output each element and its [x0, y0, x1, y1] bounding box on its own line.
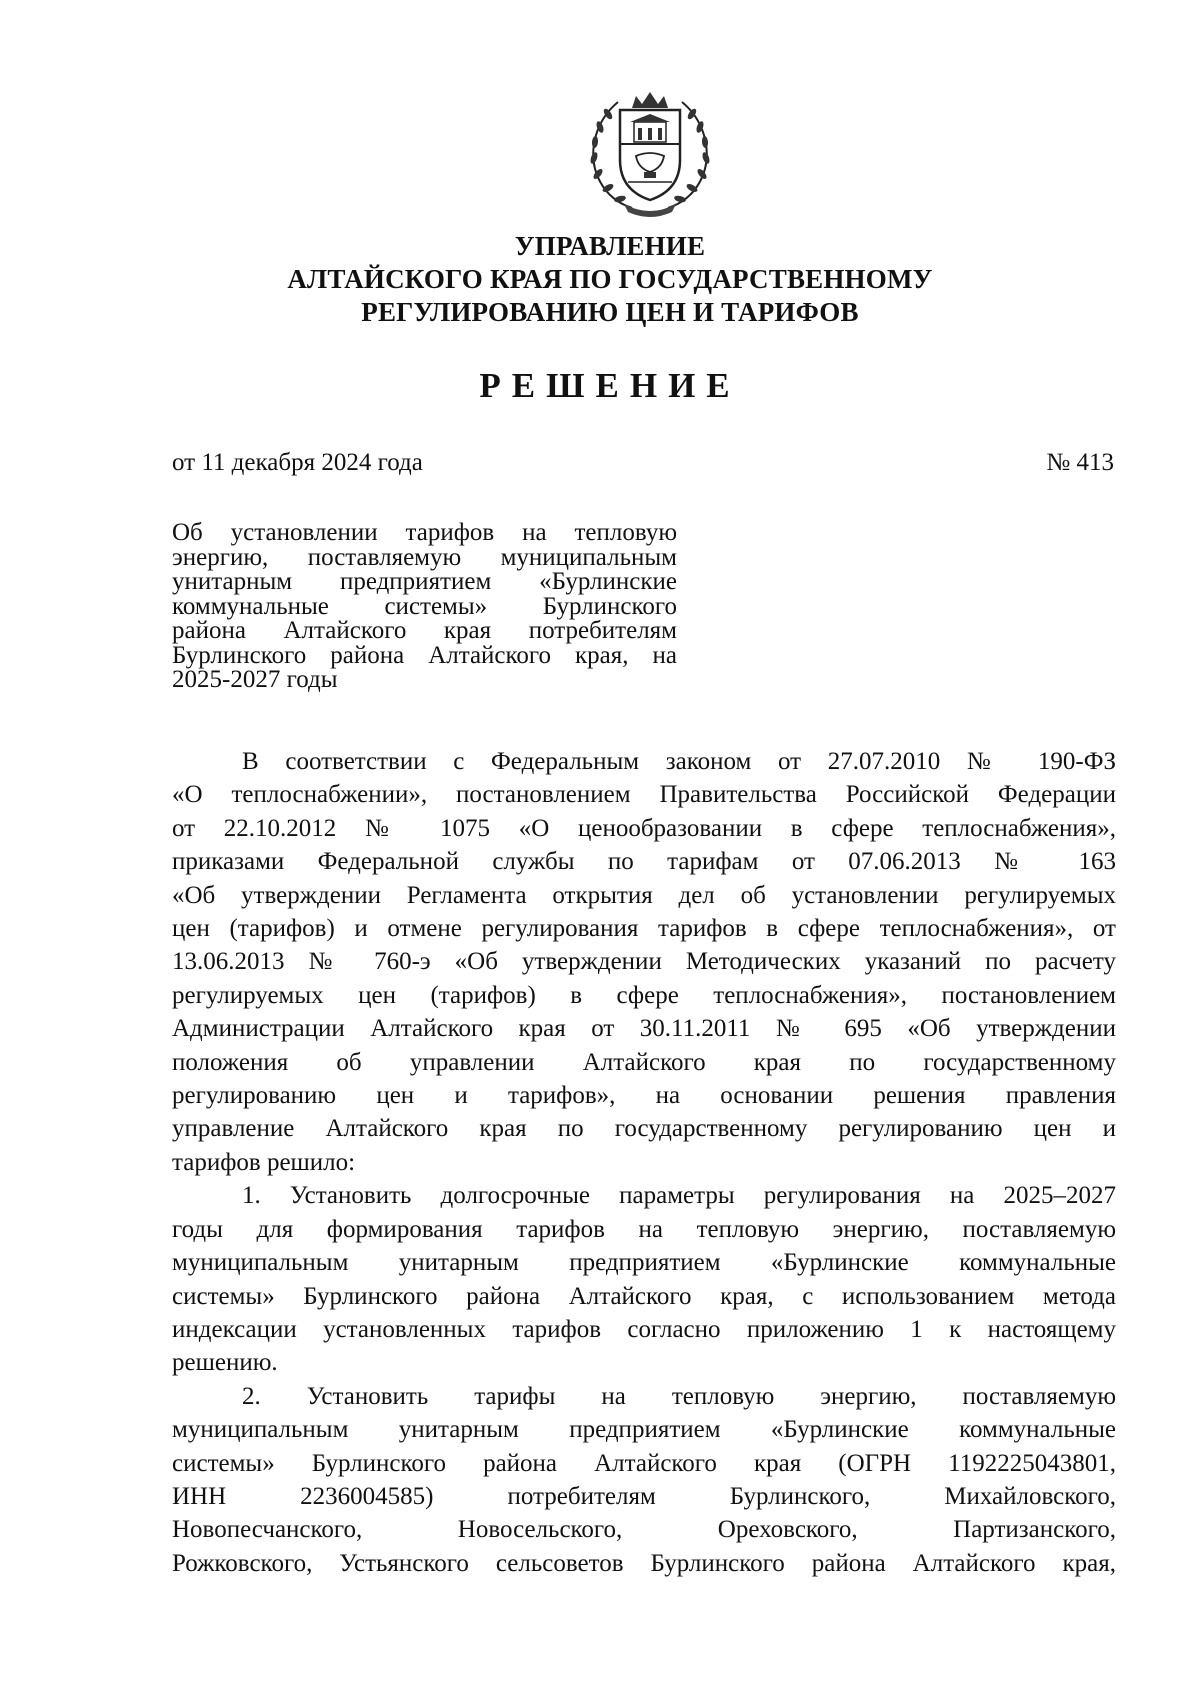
body-line: годы для формирования тарифов на тепловую энергию, поставляемую [172, 1215, 1116, 1243]
body-line: положения об управлении Алтайского края по государственному [172, 1048, 1116, 1076]
body-line: 13.06.2013 № 760-э «Об утверждении Методических указаний по расчету [172, 948, 1116, 976]
body-line: управление Алтайского края по государственному регулированию цен и [172, 1115, 1116, 1143]
header-line: РЕГУЛИРОВАНИЮ ЦЕН И ТАРИФОВ [361, 297, 859, 327]
body-line: муниципальным унитарным предприятием «Бурлинские коммунальные [172, 1249, 1116, 1277]
body-line: решению. [172, 1349, 278, 1377]
subject-line: 2025-2027 годы [172, 666, 338, 693]
body-line: Рожковского, Устьянского сельсоветов Бурлинского района Алтайского края, [172, 1549, 1116, 1577]
document-type-title: РЕШЕНИЕ [479, 366, 741, 405]
agency-header [170, 230, 1050, 329]
body-line: системы» Бурлинского района Алтайского края (ОГРН 1192225043801, [172, 1449, 1116, 1477]
body-line: Администрации Алтайского края от 30.11.2011 № 695 «Об утверждении [172, 1015, 1116, 1043]
body-line: системы» Бурлинского района Алтайского края, с использованием метода [172, 1282, 1116, 1310]
body-line: тарифов решило: [172, 1148, 356, 1176]
body-line: ИНН 2236004585) потребителям Бурлинского, Михайловского, [172, 1482, 1116, 1510]
coat-of-arms-emblem [580, 86, 720, 220]
body-line: регулированию цен и тарифов», на основании решения правления [172, 1082, 1116, 1110]
body-line: индексации установленных тарифов согласно приложению 1 к настоящему [172, 1315, 1116, 1343]
header-line: АЛТАЙСКОГО КРАЯ ПО ГОСУДАРСТВЕННОМУ [287, 264, 933, 294]
body-line: 2. Установить тарифы на тепловую энергию, поставляемую [242, 1382, 1116, 1410]
body-line: «О теплоснабжении», постановлением Правительства Российской Федерации [172, 781, 1116, 809]
subject-line: Бурлинского района Алтайского края, на [172, 641, 677, 669]
subject-line: энергию, поставляемую муниципальным [172, 543, 677, 571]
body-line: В соответствии с Федеральным законом от 27.07.2010 № 190-ФЗ [242, 748, 1116, 775]
subject-line: района Алтайского края потребителям [172, 617, 677, 644]
document-number: № 413 [1046, 449, 1114, 476]
body-line: от 22.10.2012 № 1075 «О ценообразовании в сфере теплоснабжения», [172, 814, 1116, 842]
subject-line: унитарным предприятием «Бурлинские [172, 568, 677, 595]
subject-line: Об установлении тарифов на тепловую [172, 519, 677, 546]
body-line: Новопесчанского, Новосельского, Ореховского, Партизанского, [172, 1516, 1116, 1544]
header-line: УПРАВЛЕНИЕ [514, 231, 706, 261]
body-line: приказами Федеральной службы по тарифам от 07.06.2013 № 163 [172, 848, 1116, 876]
body-line: регулируемых цен (тарифов) в сфере теплоснабжения», постановлением [172, 981, 1116, 1009]
body-line: «Об утверждении Регламента открытия дел об установлении регулируемых [172, 881, 1116, 909]
body-line: 1. Установить долгосрочные параметры регулирования на 2025–2027 [242, 1182, 1116, 1210]
body-line: цен (тарифов) и отмене регулирования тарифов в сфере теплоснабжения», от [172, 915, 1116, 943]
subject-line: коммунальные системы» Бурлинского [172, 592, 677, 620]
document-body [172, 745, 1116, 1580]
document-date: от 11 декабря 2024 года [172, 449, 423, 476]
document-subject [172, 521, 677, 693]
body-line: муниципальным унитарным предприятием «Бурлинские коммунальные [172, 1416, 1116, 1444]
